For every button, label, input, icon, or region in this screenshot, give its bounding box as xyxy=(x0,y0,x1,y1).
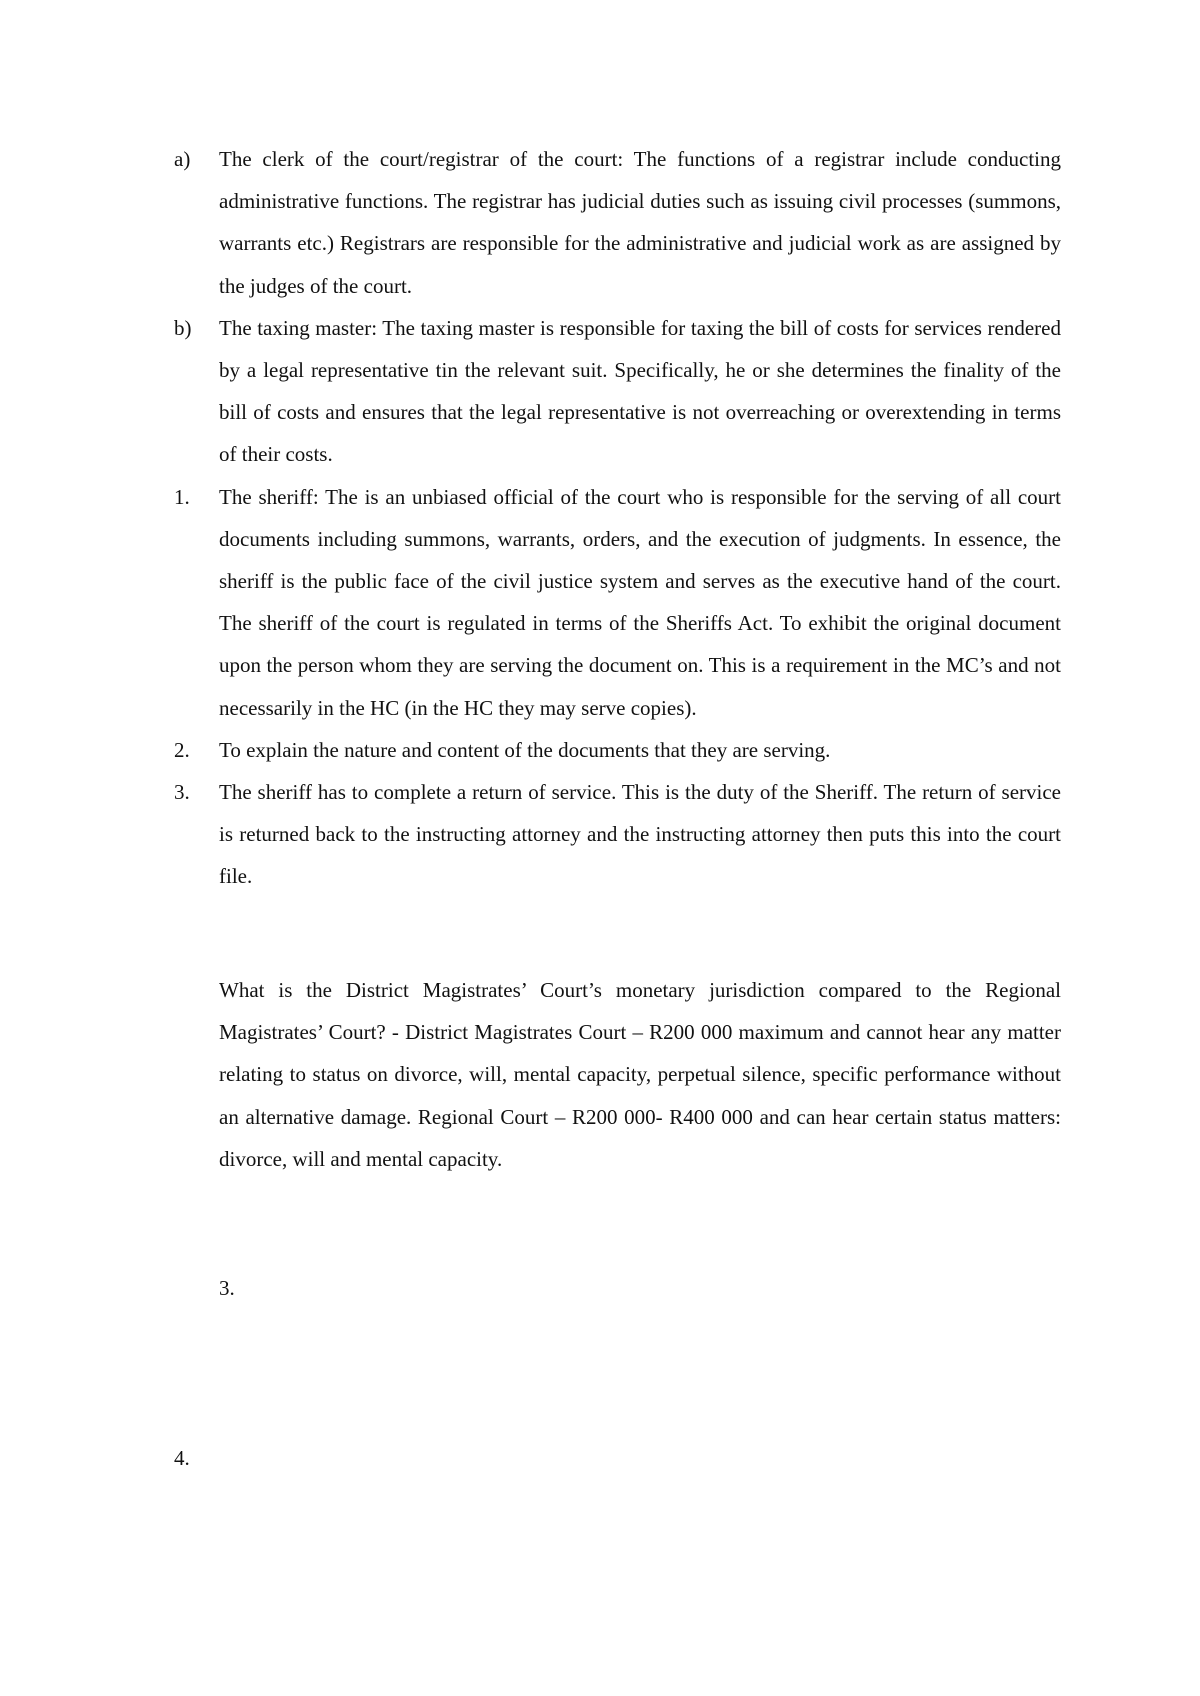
list-item-text: To explain the nature and content of the documents that they are serving. xyxy=(219,737,831,762)
list-item-text: The taxing master: The taxing master is responsible for taxing the bill of costs for services rendered by a legal representative tin the relevant suit. Specifically, he or she determines the finality of the bill of costs and ensures that the legal representative is not overreaching or overextending in terms of their costs. xyxy=(219,315,1061,467)
list-item-return-of-service xyxy=(174,771,1061,898)
list-item-taxing-master xyxy=(174,307,1061,476)
list-marker: a) xyxy=(174,147,191,171)
list-item-text: The clerk of the court/registrar of the court: The functions of a registrar include conducting administrative functions. The registrar has judicial duties such as issuing civil processes (summons, warrants etc.) Registrars are responsible for the administrative and judicial work as are assigned by the judges of the court. xyxy=(219,147,1061,298)
number-4-label: 4. xyxy=(174,1446,190,1470)
list-marker: 3. xyxy=(174,780,190,805)
list-marker: 1. xyxy=(174,484,190,509)
number-3-label: 3. xyxy=(219,1276,235,1300)
list-marker: 2. xyxy=(174,737,190,762)
numbered-list xyxy=(174,138,1061,898)
jurisdiction-question-paragraph: What is the District Magistrates’ Court’s monetary jurisdiction compared to the Regional Magistrates’ Court? - District Magistrates Court – R200 000 maximum and cannot hear any matter relating to status on divorce, will, mental capacity, perpetual silence, specific performance without an alternative damage. Regional Court – R200 000- R400 000 and can hear certain status matters: divorce, will and mental capacity. xyxy=(219,978,1061,1171)
list-item-text: The sheriff has to complete a return of service. This is the duty of the Sheriff. The return of service is returned back to the instructing attorney and the instructing attorney then puts this into the court file. xyxy=(219,780,1061,889)
list-item-sheriff xyxy=(174,476,1061,729)
list-item-text: The sheriff: The is an unbiased official of the court who is responsible for the serving of all court documents including summons, warrants, orders, and the execution of judgments. In essence, the sheriff is the public face of the civil justice system and serves as the executive hand of the court. The sheriff of the court is regulated in terms of the Sheriffs Act. To exhibit the original document upon the person whom they are serving the document on. This is a requirement in the MC’s and not necessarily in the HC (in the HC they may serve copies). xyxy=(219,484,1061,720)
list-marker: b) xyxy=(174,315,192,340)
list-item-explain-nature xyxy=(174,729,1061,771)
list-item-clerk xyxy=(174,138,1061,307)
